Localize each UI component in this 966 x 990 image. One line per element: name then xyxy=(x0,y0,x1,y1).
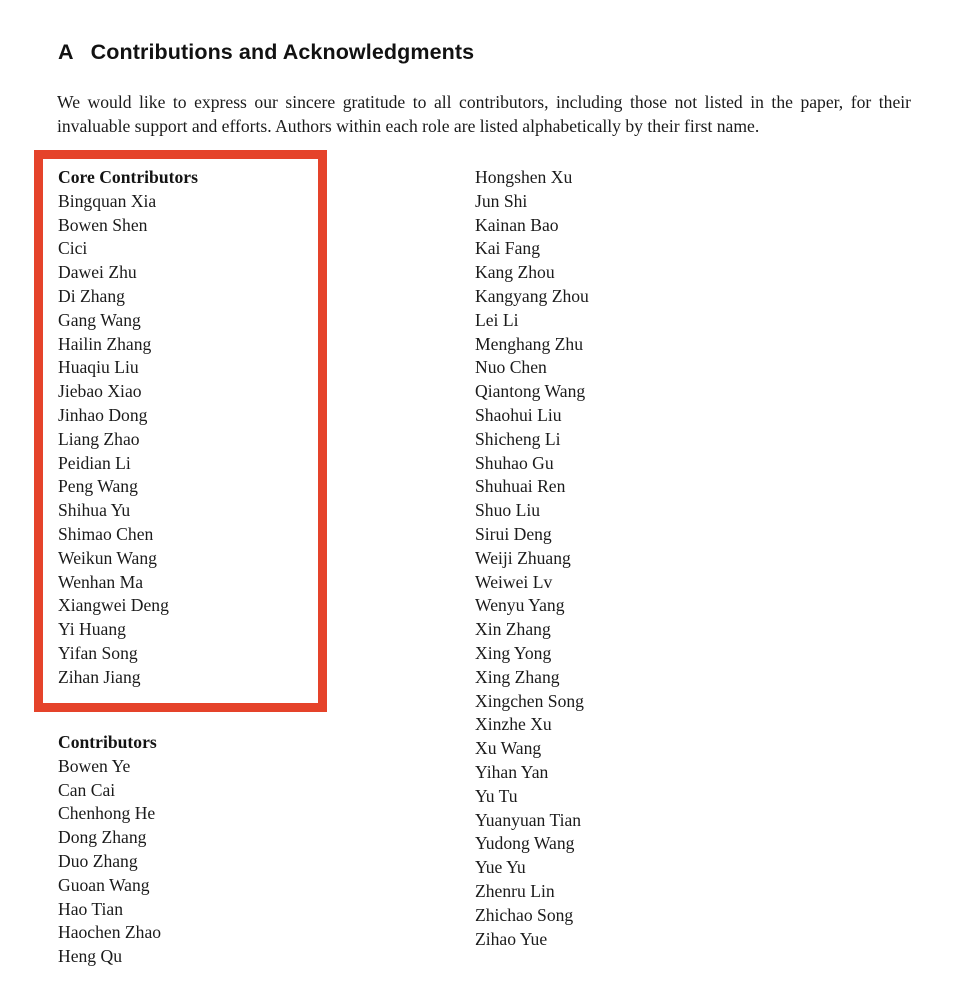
contributor-name: Huaqiu Liu xyxy=(58,357,139,378)
section-letter: A xyxy=(58,40,74,65)
contributor-name: Bowen Shen xyxy=(58,214,148,235)
contributor-name: Yihan Yan xyxy=(475,761,549,782)
contributor-name: Yifan Song xyxy=(58,642,138,663)
contributor-name: Hao Tian xyxy=(58,898,124,919)
contributor-name: Xiangwei Deng xyxy=(58,595,169,616)
contributor-name: Yu Tu xyxy=(475,785,518,806)
contributor-name: Xingchen Song xyxy=(475,690,584,711)
contributor-name: Hailin Zhang xyxy=(58,333,152,354)
contributor-name: Qiantong Wang xyxy=(475,381,586,402)
contributor-name: Xing Yong xyxy=(475,642,552,663)
contributor-name: Menghang Zhu xyxy=(475,333,583,354)
core-contributors-list xyxy=(58,166,198,690)
contributor-name: Di Zhang xyxy=(58,285,125,306)
contributor-name: Xinzhe Xu xyxy=(475,714,552,735)
contributor-name: Shihua Yu xyxy=(58,500,131,521)
contributor-name: Shuhuai Ren xyxy=(475,476,566,497)
contributor-name: Jun Shi xyxy=(475,190,528,211)
contributor-name: Shaohui Liu xyxy=(475,404,562,425)
contributor-name: Xu Wang xyxy=(475,738,542,759)
contributor-name: Zihan Jiang xyxy=(58,666,141,687)
contributor-name: Kainan Bao xyxy=(475,214,559,235)
contributor-name: Zihao Yue xyxy=(475,928,548,949)
contributor-name: Yue Yu xyxy=(475,857,526,878)
contributors-heading: Contributors xyxy=(58,732,157,752)
contributor-name: Liang Zhao xyxy=(58,428,140,449)
contributor-name: Duo Zhang xyxy=(58,850,138,871)
contributor-name: Dawei Zhu xyxy=(58,262,137,283)
contributors-list-left xyxy=(58,731,161,969)
contributor-name: Kai Fang xyxy=(475,238,540,259)
contributor-name: Wenyu Yang xyxy=(475,595,565,616)
contributor-name: Shuhao Gu xyxy=(475,452,554,473)
contributor-name: Jinhao Dong xyxy=(58,404,148,425)
contributor-name: Gang Wang xyxy=(58,309,141,330)
contributor-name: Xin Zhang xyxy=(475,619,551,640)
contributor-name: Nuo Chen xyxy=(475,357,547,378)
contributor-name: Dong Zhang xyxy=(58,827,147,848)
contributor-name: Haochen Zhao xyxy=(58,922,162,943)
contributor-name: Bingquan Xia xyxy=(58,190,157,211)
contributor-name: Can Cai xyxy=(58,779,116,800)
contributor-name: Peng Wang xyxy=(58,476,138,497)
contributor-name: Shimao Chen xyxy=(58,523,154,544)
contributor-name: Weiwei Lv xyxy=(475,571,553,592)
intro-paragraph: We would like to express our sincere gratitude to all contributors, including those not listed in the paper, for their invaluable support and efforts. Authors within each role are listed alphabetically by their first name. xyxy=(57,91,911,136)
contributor-name: Cici xyxy=(58,238,88,259)
contributor-name: Sirui Deng xyxy=(475,523,552,544)
contributor-name: Peidian Li xyxy=(58,452,131,473)
section-title-text: Contributions and Acknowledgments xyxy=(90,40,475,65)
contributor-name: Guoan Wang xyxy=(58,874,150,895)
contributor-name: Weikun Wang xyxy=(58,547,157,568)
contributor-name: Bowen Ye xyxy=(58,755,131,776)
contributor-name: Zhenru Lin xyxy=(475,880,555,901)
contributor-name: Yudong Wang xyxy=(475,833,575,854)
contributor-name: Wenhan Ma xyxy=(58,571,144,592)
contributor-name: Yuanyuan Tian xyxy=(475,809,582,830)
contributor-name: Kang Zhou xyxy=(475,262,555,283)
contributor-name: Hongshen Xu xyxy=(475,167,573,187)
contributor-name: Shuo Liu xyxy=(475,500,541,521)
contributor-name: Jiebao Xiao xyxy=(58,381,142,402)
contributor-name: Lei Li xyxy=(475,309,519,330)
core-contributors-names xyxy=(58,190,198,690)
contributor-name: Shicheng Li xyxy=(475,428,561,449)
core-contributors-heading: Core Contributors xyxy=(58,167,198,187)
contributors-names-right xyxy=(475,166,589,951)
contributor-name: Yi Huang xyxy=(58,619,126,640)
contributor-name: Xing Zhang xyxy=(475,666,560,687)
contributor-name: Zhichao Song xyxy=(475,904,574,925)
contributor-name: Heng Qu xyxy=(58,946,123,967)
contributor-name: Chenhong He xyxy=(58,803,156,824)
contributors-list-right xyxy=(475,166,589,951)
section-title xyxy=(58,39,474,65)
contributor-name: Kangyang Zhou xyxy=(475,285,589,306)
contributors-names-left xyxy=(58,755,161,969)
contributor-name: Weiji Zhuang xyxy=(475,547,571,568)
